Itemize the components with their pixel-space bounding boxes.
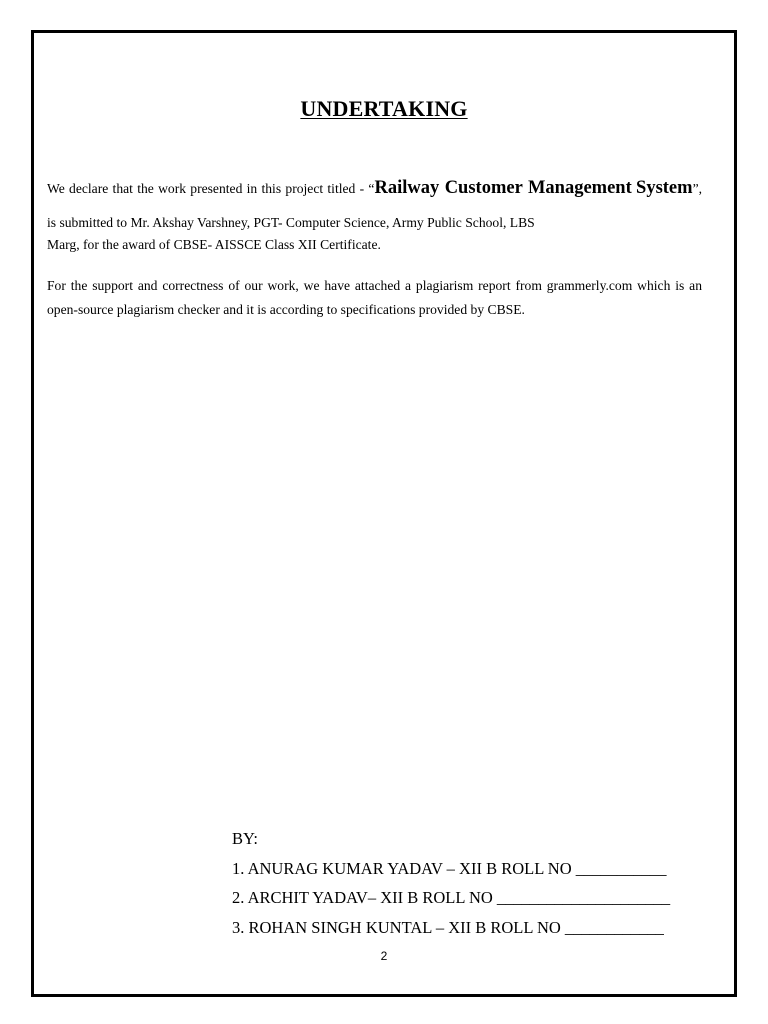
project-title-part1: Railway Customer Management [374,178,632,198]
plagiarism-paragraph: For the support and correctness of our work, we have attached a plagiarism report from grammerly.com which is an open-source plagiarism checker and it is according to specifications provided by CBSE. [47,278,702,317]
project-title-part2: System [636,178,693,198]
signatories-heading: BY: [232,829,258,848]
declaration-lead: We declare that the work presented in this project titled - “ [47,181,375,196]
signatory-2: 2. ARCHIT YADAV– XII B ROLL NO _____________________ [232,888,671,907]
signatories-block [232,824,670,942]
page-title: UNDERTAKING [300,96,468,121]
page-number: 2 [380,949,388,963]
declaration-continuation: ”, is submitted to Mr. Akshay Varshney, PGT- Computer Science, Army Public School, LBS [47,181,702,230]
signatory-1: 1. ANURAG KUMAR YADAV – XII B ROLL NO ___________ [232,858,667,878]
declaration-paragraph [47,171,702,254]
signatory-3: 3. ROHAN SINGH KUNTAL – XII B ROLL NO ____________ [232,917,664,937]
declaration-line3: Marg, for the award of CBSE- AISSCE Class XII Certificate. [47,237,381,252]
